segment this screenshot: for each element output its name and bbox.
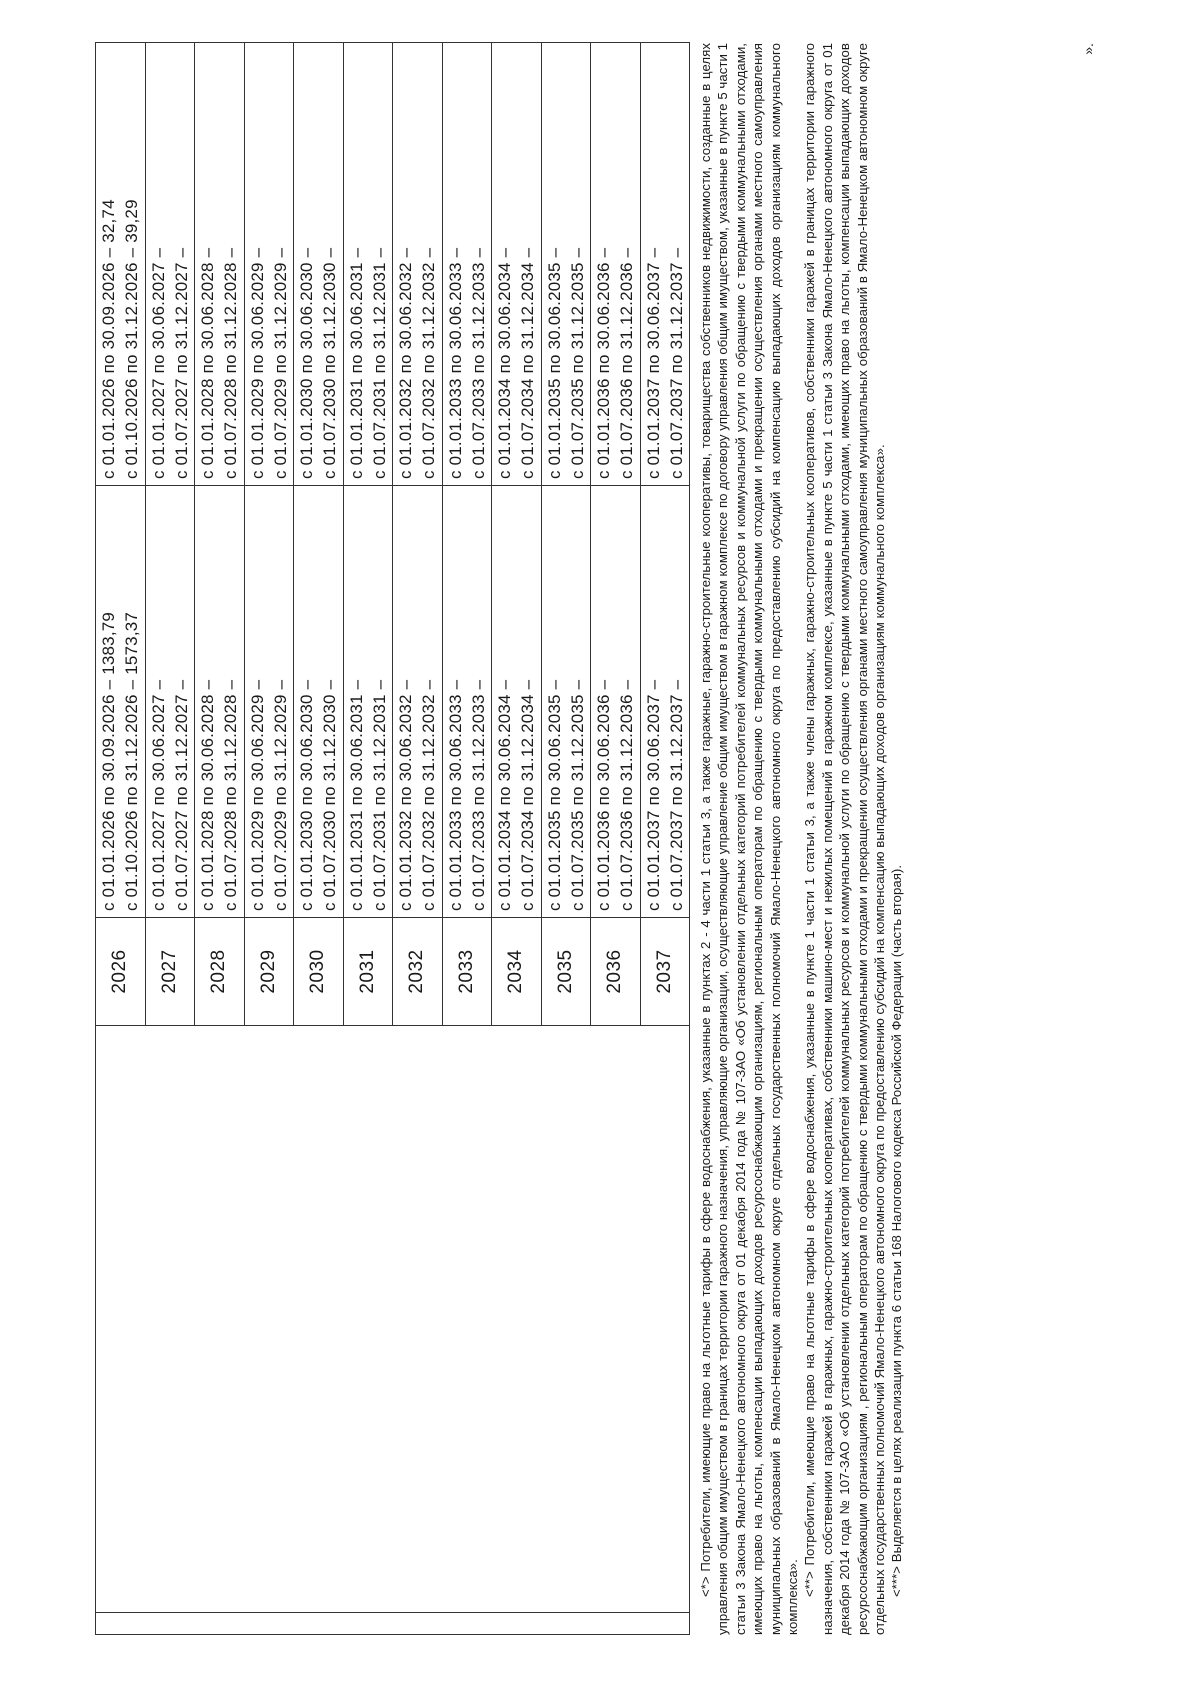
tariff-period-cell — [195, 486, 245, 918]
period-line: с 01.01.2032 по 30.06.2032 – — [396, 679, 416, 911]
tariff-period-cell-2 — [492, 43, 542, 486]
tariff-period-cell — [244, 486, 294, 918]
period-line: с 01.07.2032 по 31.12.2032 – — [419, 247, 439, 479]
period-line: с 01.01.2028 по 30.06.2028 – — [198, 247, 218, 479]
period-line: с 01.07.2028 по 31.12.2028 – — [221, 247, 241, 479]
period-line: с 01.07.2036 по 31.12.2036 – — [617, 247, 637, 479]
period-line: с 01.01.2034 по 30.06.2034 – — [495, 679, 515, 911]
period-line: с 01.01.2035 по 30.06.2035 – — [544, 247, 564, 479]
tariff-period-cell — [145, 486, 195, 918]
period-line: с 01.01.2036 по 30.06.2036 – — [594, 679, 614, 911]
tariff-period-cell-2 — [294, 43, 344, 486]
period-line: с 01.10.2026 по 31.12.2026 – 39,29 — [122, 199, 142, 479]
tariff-period-cell-2 — [343, 43, 393, 486]
tariff-period-cell-2 — [96, 43, 146, 486]
tariff-period-cell-2 — [640, 43, 690, 486]
tariff-period-cell — [96, 486, 146, 918]
period-line: с 01.01.2032 по 30.06.2032 – — [396, 247, 416, 479]
period-line: с 01.01.2033 по 30.06.2033 – — [445, 247, 465, 479]
year-cell: 2030 — [294, 918, 344, 1026]
period-line: с 01.01.2030 по 30.06.2030 – — [297, 247, 317, 479]
period-line: с 01.07.2027 по 31.12.2027 – — [171, 679, 191, 911]
period-line: с 01.01.2037 по 30.06.2037 – — [643, 679, 663, 911]
tariff-period-cell-2 — [541, 43, 591, 486]
tariff-period-cell-2 — [145, 43, 195, 486]
period-line: с 01.07.2033 по 31.12.2033 – — [468, 247, 488, 479]
period-line: с 01.01.2026 по 30.09.2026 – 1383,79 — [99, 611, 119, 911]
tariff-period-cell — [294, 486, 344, 918]
period-line: с 01.01.2030 по 30.06.2030 – — [297, 679, 317, 911]
period-line: с 01.10.2026 по 31.12.2026 – 1573,37 — [122, 611, 142, 911]
period-line: с 01.07.2036 по 31.12.2036 – — [617, 679, 637, 911]
tariff-period-cell-2 — [442, 43, 492, 486]
table-row — [96, 43, 146, 1635]
tariff-period-cell — [541, 486, 591, 918]
tariff-period-cell-2 — [393, 43, 443, 486]
year-cell: 2032 — [393, 918, 443, 1026]
year-cell: 2037 — [640, 918, 690, 1026]
period-line: с 01.07.2035 по 31.12.2035 – — [567, 247, 587, 479]
period-line: с 01.07.2029 по 31.12.2029 – — [270, 679, 290, 911]
period-line: с 01.01.2036 по 30.06.2036 – — [594, 247, 614, 479]
period-line: с 01.01.2026 по 30.09.2026 – 32,74 — [99, 199, 119, 479]
year-cell: 2027 — [145, 918, 195, 1026]
period-line: с 01.07.2033 по 31.12.2033 – — [468, 679, 488, 911]
period-line: с 01.01.2029 по 30.06.2029 – — [247, 247, 267, 479]
tariff-table — [95, 42, 690, 1635]
period-line: с 01.07.2029 по 31.12.2029 – — [270, 247, 290, 479]
tariff-period-cell — [442, 486, 492, 918]
period-line: с 01.07.2034 по 31.12.2034 – — [518, 247, 538, 479]
closing-quote: ». — [1080, 43, 1096, 55]
rotated-document-page — [95, 43, 1095, 1635]
tariff-period-cell-2 — [591, 43, 641, 486]
year-cell: 2031 — [343, 918, 393, 1026]
period-line: с 01.07.2032 по 31.12.2032 – — [419, 679, 439, 911]
year-cell: 2029 — [244, 918, 294, 1026]
empty-column-cell — [96, 1613, 690, 1635]
tariff-period-cell — [492, 486, 542, 918]
tariff-period-cell-2 — [244, 43, 294, 486]
period-line: с 01.07.2030 по 31.12.2030 – — [320, 247, 340, 479]
year-cell: 2028 — [195, 918, 245, 1026]
period-line: с 01.01.2033 по 30.06.2033 – — [445, 679, 465, 911]
footnotes — [697, 43, 1096, 1635]
footnote-3: <***> Выделяется в целях реализации пункта 6 статьи 168 Налогового кодекса Российской Федерации (часть вторая). — [889, 864, 905, 1597]
footnote-2: <**> Потребители, имеющие право на льготные тарифы в сфере водоснабжения, указанные в пункте 1 части 1 статьи 3, а также члены гаражных, гаражно-строительных кооперативов, собственники гаражей в границах территории гаражного назначения, собственники гаражей в гаражных, гаражно-строительных кооперативах, собственники машино-мест и нежилых помещений в гаражном комплексе, указанные в пункте 5 части 1 статьи 3 Закона Ямало-Ненецкого автономного округа от 01 декабря 2014 года № 107-ЗАО «Об установлении отдельных категорий потребителей коммунальных ресурсов и коммунальной услуги по обращению с твердыми коммунальными отходами, имеющих право на льготы, компенсации выпадающих доходов ресурсоснабжающим организациям , региональным операторам по обращению с твердыми коммунальными отходами и прекращении осуществления органами местного самоуправления муниципальных образований в Ямало-Ненецком автономном округе отдельных государственных полномочий Ямало-Ненецкого автономного округа по предоставлению субсидий на компенсацию выпадающих доходов организациям коммунального комплекса». — [802, 43, 888, 1635]
period-line: с 01.01.2027 по 30.06.2027 – — [148, 679, 168, 911]
year-cell: 2026 — [96, 918, 146, 1026]
year-cell: 2036 — [591, 918, 641, 1026]
period-line: с 01.07.2030 по 31.12.2030 – — [320, 679, 340, 911]
period-line: с 01.07.2028 по 31.12.2028 – — [221, 679, 241, 911]
period-line: с 01.07.2027 по 31.12.2027 – — [171, 247, 191, 479]
footnote-1: <*> Потребители, имеющие право на льготные тарифы в сфере водоснабжения, указанные в пунктах 2 - 4 части 1 статьи 3, а также гаражные, гаражно-строительные кооперативы, товарищества собственников недвижимости, созданные в целях управления общим имуществом в границах территории гаражного назначения, управляющие организации, осуществляющие управление общим имуществом в гаражном комплексе по договору управления общим имуществом, указанные в пункте 5 части 1 статьи 3 Закона Ямало-Ненецкого автономного округа от 01 декабря 2014 года № 107-ЗАО «Об установлении отдельных категорий потребителей коммунальных ресурсов и коммунальной услуги по обращению с твердыми коммунальными отходами, имеющих право на льготы, компенсации выпадающих доходов ресурсоснабжающим организациям, региональным операторам по обращению с твердыми коммунальными отходами и прекращении осуществления органами местного самоуправления муниципальных образований в Ямало-Ненецком автономном округе отдельных государственных полномочий Ямало-Ненецкого автономного округа по предоставлению субсидий на компенсацию выпадающих доходов организациям коммунального комплекса». — [698, 43, 801, 1635]
period-line: с 01.07.2037 по 31.12.2037 – — [666, 247, 686, 479]
period-line: с 01.07.2031 по 31.12.2031 – — [369, 247, 389, 479]
period-line: с 01.07.2034 по 31.12.2034 – — [518, 679, 538, 911]
tariff-period-cell — [591, 486, 641, 918]
period-line: с 01.01.2028 по 30.06.2028 – — [198, 679, 218, 911]
period-line: с 01.07.2035 по 31.12.2035 – — [567, 679, 587, 911]
year-cell: 2033 — [442, 918, 492, 1026]
period-line: с 01.07.2031 по 31.12.2031 – — [369, 679, 389, 911]
period-line: с 01.01.2031 по 30.06.2031 – — [346, 679, 366, 911]
period-line: с 01.01.2034 по 30.06.2034 – — [495, 247, 515, 479]
period-line: с 01.01.2029 по 30.06.2029 – — [247, 679, 267, 911]
tariff-period-cell — [640, 486, 690, 918]
period-line: с 01.01.2037 по 30.06.2037 – — [643, 247, 663, 479]
tariff-period-cell-2 — [195, 43, 245, 486]
empty-column-cell — [96, 1026, 690, 1613]
year-cell: 2034 — [492, 918, 542, 1026]
period-line: с 01.01.2035 по 30.06.2035 – — [544, 679, 564, 911]
tariff-period-cell — [343, 486, 393, 918]
period-line: с 01.01.2031 по 30.06.2031 – — [346, 247, 366, 479]
year-cell: 2035 — [541, 918, 591, 1026]
period-line: с 01.01.2027 по 30.06.2027 – — [148, 247, 168, 479]
period-line: с 01.07.2037 по 31.12.2037 – — [666, 679, 686, 911]
tariff-period-cell — [393, 486, 443, 918]
